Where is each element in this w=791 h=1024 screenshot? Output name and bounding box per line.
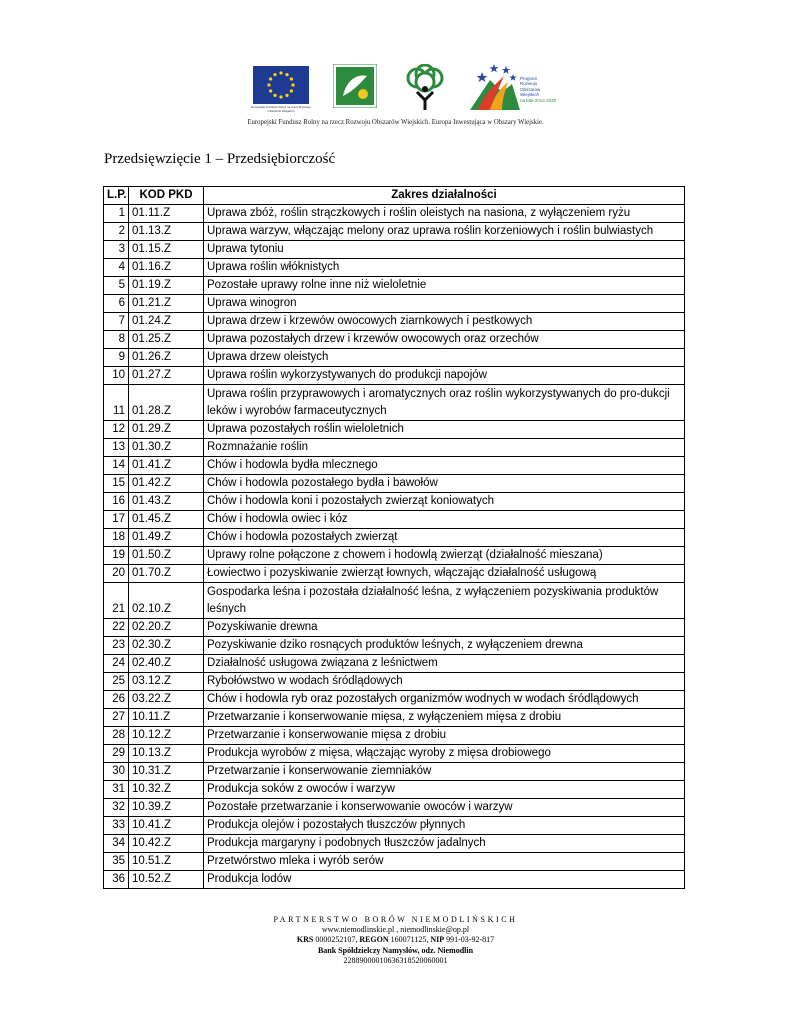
cell-kod-pkd: 02.40.Z (129, 655, 204, 673)
bank-name: Bank Spółdzielczy Namysłów, odz. Niemodlin (317, 945, 474, 955)
cell-kod-pkd: 02.10.Z (129, 583, 204, 619)
cell-zakres: Uprawa drzew i krzewów owocowych ziarnkowych i pestkowych (204, 313, 685, 331)
nip-value: 991-03-92-817 (446, 935, 495, 945)
table-row (104, 871, 685, 889)
cell-lp: 1 (104, 205, 129, 223)
cell-kod-pkd: 01.16.Z (129, 259, 204, 277)
cell-zakres: Rybołówstwo w wodach śródlądowych (204, 673, 685, 691)
table-row (104, 385, 685, 421)
cell-lp: 5 (104, 277, 129, 295)
eu-flag-icon (253, 66, 309, 104)
prow-line: na lata 2014-2020 (520, 97, 557, 103)
cell-lp: 7 (104, 313, 129, 331)
table-row (104, 637, 685, 655)
cell-lp: 11 (104, 385, 129, 421)
cell-zakres: Rozmnażanie roślin (204, 439, 685, 457)
cell-lp: 4 (104, 259, 129, 277)
cell-zakres: Gospodarka leśna i pozostała działalność leśna, z wyłączeniem pozyskiwania produktów leśnych (204, 583, 685, 619)
cell-zakres: Chów i hodowla owiec i kóz (204, 511, 685, 529)
cell-kod-pkd: 01.26.Z (129, 349, 204, 367)
cell-kod-pkd: 10.51.Z (129, 853, 204, 871)
cell-lp: 26 (104, 691, 129, 709)
cell-zakres: Uprawa pozostałych roślin wieloletnich (204, 421, 685, 439)
cell-kod-pkd: 01.50.Z (129, 547, 204, 565)
cell-kod-pkd: 01.42.Z (129, 475, 204, 493)
table-row (104, 673, 685, 691)
cell-zakres: Produkcja lodów (204, 871, 685, 889)
cell-lp: 23 (104, 637, 129, 655)
cell-kod-pkd: 10.41.Z (129, 817, 204, 835)
cell-zakres: Uprawa roślin przyprawowych i aromatycznych oraz roślin wykorzystywanych do pro-dukcji leków i wyrobów farmaceutycznych (204, 385, 685, 421)
cell-zakres: Produkcja olejów i pozostałych tłuszczów płynnych (204, 817, 685, 835)
cell-zakres: Pozostałe uprawy rolne inne niż wieloletnie (204, 277, 685, 295)
cell-lp: 12 (104, 421, 129, 439)
cell-zakres: Pozostałe przetwarzanie i konserwowanie owoców i warzyw (204, 799, 685, 817)
cell-zakres: Przetwarzanie i konserwowanie mięsa z drobiu (204, 727, 685, 745)
column-header-kod-pkd: KOD PKD (129, 187, 204, 205)
cell-lp: 2 (104, 223, 129, 241)
cell-kod-pkd: 01.49.Z (129, 529, 204, 547)
prow-line: Program (520, 76, 538, 81)
cell-zakres: Uprawa drzew oleistych (204, 349, 685, 367)
eu-funding-line: Europejski Fundusz Rolny na rzecz Rozwoju Obszarów Wiejskich. Europa Inwestująca w Obszary Wiejskie. (247, 119, 544, 126)
column-header-lp: L.P. (104, 187, 129, 205)
cell-kod-pkd: 01.21.Z (129, 295, 204, 313)
logo-strip (250, 60, 570, 116)
table-row (104, 817, 685, 835)
cell-kod-pkd: 01.43.Z (129, 493, 204, 511)
cell-lp: 15 (104, 475, 129, 493)
table-row (104, 781, 685, 799)
cell-lp: 28 (104, 727, 129, 745)
cell-kod-pkd: 10.31.Z (129, 763, 204, 781)
cell-lp: 17 (104, 511, 129, 529)
table-row (104, 367, 685, 385)
krs-label: KRS (296, 935, 314, 945)
table-row (104, 529, 685, 547)
cell-lp: 6 (104, 295, 129, 313)
cell-kod-pkd: 01.30.Z (129, 439, 204, 457)
pkd-table (103, 186, 685, 889)
cell-lp: 33 (104, 817, 129, 835)
table-row (104, 709, 685, 727)
cell-lp: 9 (104, 349, 129, 367)
cell-zakres: Uprawa warzyw, włączając melony oraz uprawa roślin korzeniowych i roślin bulwiastych (204, 223, 685, 241)
table-row (104, 655, 685, 673)
cell-lp: 31 (104, 781, 129, 799)
cell-zakres: Chów i hodowla pozostałego bydła i bawołów (204, 475, 685, 493)
table-row (104, 583, 685, 619)
cell-lp: 30 (104, 763, 129, 781)
table-row (104, 799, 685, 817)
cell-kod-pkd: 01.24.Z (129, 313, 204, 331)
table-row (104, 727, 685, 745)
krs-value: 0000252107, (315, 935, 358, 945)
table-row (104, 547, 685, 565)
footer-registry (0, 935, 791, 945)
cell-kod-pkd: 10.32.Z (129, 781, 204, 799)
cell-lp: 36 (104, 871, 129, 889)
cell-lp: 20 (104, 565, 129, 583)
cell-kod-pkd: 10.52.Z (129, 871, 204, 889)
page-title: Przedsięwzięcie 1 – Przedsiębiorczość (104, 151, 336, 167)
cell-kod-pkd: 01.28.Z (129, 385, 204, 421)
cell-lp: 21 (104, 583, 129, 619)
column-header-zakres: Zakres działalności (204, 187, 685, 205)
cell-zakres: Przetwarzanie i konserwowanie mięsa, z wyłączeniem mięsa z drobiu (204, 709, 685, 727)
cell-kod-pkd: 01.19.Z (129, 277, 204, 295)
cell-kod-pkd: 01.13.Z (129, 223, 204, 241)
cell-zakres: Uprawa tytoniu (204, 241, 685, 259)
footer (0, 915, 791, 966)
regon-label: REGON (359, 935, 389, 945)
cell-zakres: Działalność usługowa związana z leśnictwem (204, 655, 685, 673)
cell-kod-pkd: 10.12.Z (129, 727, 204, 745)
cell-kod-pkd: 10.42.Z (129, 835, 204, 853)
footer-bank (0, 946, 791, 956)
cell-lp: 13 (104, 439, 129, 457)
cell-lp: 34 (104, 835, 129, 853)
cell-lp: 8 (104, 331, 129, 349)
table-header-row (104, 187, 685, 205)
cell-kod-pkd: 10.13.Z (129, 745, 204, 763)
cell-kod-pkd: 10.11.Z (129, 709, 204, 727)
footer-account: 22889000010636318520060001 (343, 955, 448, 965)
table-row (104, 223, 685, 241)
cell-lp: 3 (104, 241, 129, 259)
cell-kod-pkd: 03.22.Z (129, 691, 204, 709)
cell-zakres: Uprawa zbóż, roślin strączkowych i roślin oleistych na nasiona, z wyłączeniem ryżu (204, 205, 685, 223)
table-row (104, 691, 685, 709)
nip-label: NIP (430, 935, 445, 945)
cell-zakres: Pozyskiwanie dziko rosnących produktów leśnych, z wyłączeniem drewna (204, 637, 685, 655)
cell-kod-pkd: 03.12.Z (129, 673, 204, 691)
cell-kod-pkd: 01.25.Z (129, 331, 204, 349)
cell-lp: 22 (104, 619, 129, 637)
table-row (104, 439, 685, 457)
table-row (104, 241, 685, 259)
eu-logo-caption: Europejski Fundusz Rolny na rzecz Rozwoju Obszarów Wiejskich (251, 105, 311, 113)
footer-partner-name: PARTNERSTWO BORÓW NIEMODLIŃSKICH (273, 915, 518, 924)
table-row (104, 511, 685, 529)
cell-kod-pkd: 01.45.Z (129, 511, 204, 529)
table-row (104, 277, 685, 295)
cell-zakres: Uprawa roślin włóknistych (204, 259, 685, 277)
cell-lp: 14 (104, 457, 129, 475)
table-row (104, 349, 685, 367)
cell-zakres: Chów i hodowla bydła mlecznego (204, 457, 685, 475)
table-row (104, 763, 685, 781)
table-row (104, 457, 685, 475)
table-row (104, 421, 685, 439)
table-row (104, 295, 685, 313)
cell-lp: 27 (104, 709, 129, 727)
table-row (104, 745, 685, 763)
leader-logo-icon (333, 64, 377, 108)
cell-zakres: Produkcja margaryny i podobnych tłuszczów jadalnych (204, 835, 685, 853)
table-body (104, 205, 685, 889)
cell-zakres: Przetwórstwo mleka i wyrób serów (204, 853, 685, 871)
cell-lp: 29 (104, 745, 129, 763)
cell-zakres: Przetwarzanie i konserwowanie ziemniaków (204, 763, 685, 781)
cell-kod-pkd: 02.20.Z (129, 619, 204, 637)
prow-line: Rozwoju (520, 81, 538, 87)
cell-lp: 18 (104, 529, 129, 547)
cell-zakres: Chów i hodowla pozostałych zwierząt (204, 529, 685, 547)
prow-line: Obszarów (520, 86, 541, 92)
cell-zakres: Łowiectwo i pozyskiwanie zwierząt łownych, włączając działalność usługową (204, 565, 685, 583)
cell-lp: 16 (104, 493, 129, 511)
cell-zakres: Produkcja soków z owoców i warzyw (204, 781, 685, 799)
cell-lp: 10 (104, 367, 129, 385)
cell-kod-pkd: 01.27.Z (129, 367, 204, 385)
cell-kod-pkd: 01.70.Z (129, 565, 204, 583)
table-row (104, 853, 685, 871)
cell-zakres: Uprawa roślin wykorzystywanych do produkcji napojów (204, 367, 685, 385)
cell-kod-pkd: 02.30.Z (129, 637, 204, 655)
cell-zakres: Uprawa pozostałych drzew i krzewów owocowych oraz orzechów (204, 331, 685, 349)
table-row (104, 493, 685, 511)
table-row (104, 331, 685, 349)
table-row (104, 619, 685, 637)
table-row (104, 565, 685, 583)
cell-zakres: Produkcja wyrobów z mięsa, włączając wyroby z mięsa drobiowego (204, 745, 685, 763)
cell-zakres: Uprawy rolne połączone z chowem i hodowlą zwierząt (działalność mieszana) (204, 547, 685, 565)
cell-zakres: Uprawa winogron (204, 295, 685, 313)
cell-lp: 19 (104, 547, 129, 565)
prow-line: Wiejskich (520, 92, 540, 98)
cell-lp: 25 (104, 673, 129, 691)
footer-contact: www.niemodlinskie.pl , niemodlinskie@op.pl (321, 925, 470, 935)
prow-logo-text (520, 76, 556, 103)
cell-zakres: Chów i hodowla koni i pozostałych zwierząt koniowatych (204, 493, 685, 511)
table-row (104, 313, 685, 331)
regon-value: 160071125, (390, 935, 429, 945)
tree-person-logo-icon (405, 64, 445, 112)
cell-lp: 35 (104, 853, 129, 871)
table-row (104, 475, 685, 493)
cell-zakres: Pozyskiwanie drewna (204, 619, 685, 637)
cell-kod-pkd: 01.15.Z (129, 241, 204, 259)
cell-kod-pkd: 01.29.Z (129, 421, 204, 439)
cell-lp: 32 (104, 799, 129, 817)
table-row (104, 835, 685, 853)
cell-kod-pkd: 01.41.Z (129, 457, 204, 475)
cell-kod-pkd: 10.39.Z (129, 799, 204, 817)
cell-zakres: Chów i hodowla ryb oraz pozostałych organizmów wodnych w wodach śródlądowych (204, 691, 685, 709)
table-row (104, 259, 685, 277)
cell-kod-pkd: 01.11.Z (129, 205, 204, 223)
cell-lp: 24 (104, 655, 129, 673)
table-row (104, 205, 685, 223)
